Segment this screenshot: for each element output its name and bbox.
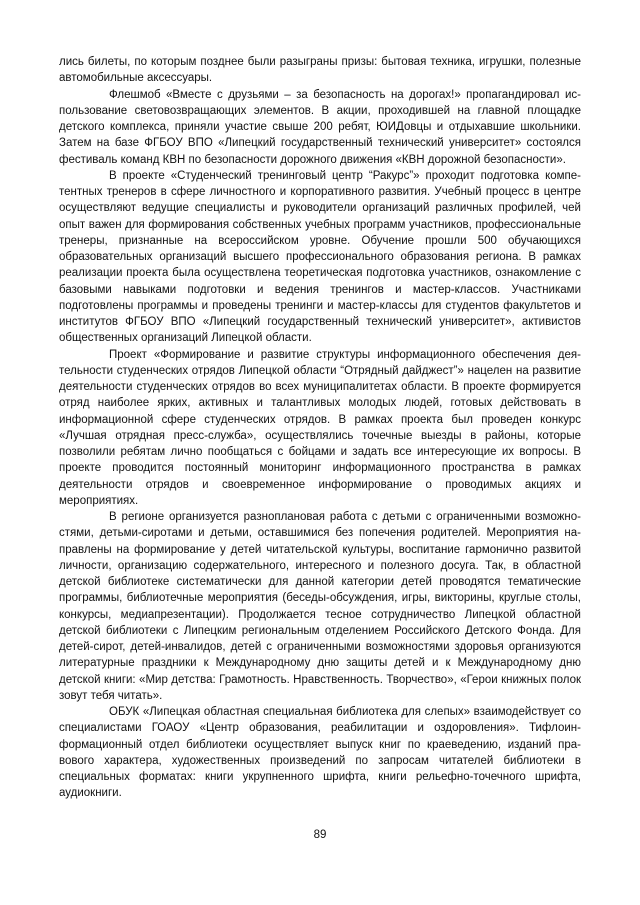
paragraph-6: ОБУК «Липецкая областная специальная библиотека для слепых» взаимодействует со специалистами ГОАОУ «Центр образования, реабилитации и оздоровления». Тифлоинформационный отдел библиотеки осуществляет выпуск книг по краеведению, изданий правового характера, художественных произведений по запросам читателей библиотеки в специальных форматах: книги укрупненного шрифта, книги рельефно-точечного шрифта, аудиокниги. (59, 706, 581, 800)
paragraph-4: Проект «Формирование и развитие структуры информационного обеспечения деятельности студенческих отрядов Липецкой области “Отрядный дайджест”» нацелен на развитие деятельности студенческих отрядов во всех муниципалитетах области. В проекте формируется отряд наиболее ярких, активных и талантливых молодых людей, готовых действовать в информационной сфере студенческих отрядов. В рамках проекта был проведен конкурс «Лучшая отрядная пресс-служба», осуществлялись точечные выезды в районы, которые позволили ребятам лично пообщаться с бойцами и задать все интересующие их вопросы. В проекте проводится постоянный мониторинг информационного пространства в рамках деятельности отрядов и своевременное информирование о проводимых акциях и мероприятиях. (59, 348, 581, 507)
page-number: 89 (313, 829, 327, 841)
paragraph-5: В регионе организуется разноплановая работа с детьми с ограниченными возможностями, детьми-сиротами и детьми, оставшимися без попечения родителей. Мероприятия направлены на формирование у детей читательской культуры, воспитание гармонично развитой личности, организацию содержательного, интересного и полезного досуга. Так, в областной детской библиотеке систематически для данной категории детей проводятся тематические программы, библиотечные мероприятия (беседы-обсуждения, игры, викторины, круглые столы, конкурсы, медиапрезентации). Продолжается тесное сотрудничество Липецкой областной детской библиотеки с Липецким региональным отделением Российского Детского Фонда. Для детей-сирот, детей-инвалидов, детей с ограниченными возможностями здоровья организуются литературные праздники к Международному дню защиты детей и к Международному дню детской книги: «Мир детства: Грамотность. Нравственность. Творчество», «Герои книжных полок зовут тебя читать». (59, 511, 581, 702)
paragraph-1: лись билеты, по которым позднее были разыграны призы: бытовая техника, игрушки, полезные автомобильные аксессуары. (59, 56, 581, 85)
paragraph-2: Флешмоб «Вместе с друзьями – за безопасность на дорогах!» пропагандировал использование световозвращающих элементов. В акции, проходившей на главной площадке детского комплекса, приняли участие свыше 200 ребят, ЮИДовцы и отдыхавшие школьники. Затем на базе ФГБОУ ВПО «Липецкий государственный технический университет» состоялся фестиваль команд КВН по безопасности дорожного движения «КВН дорожной безопасности». (59, 88, 581, 166)
document-body (59, 54, 581, 802)
paragraph-3: В проекте «Студенческий тренинговый центр “Ракурс”» проходит подготовка компетентных тренеров в сфере личностного и корпоративного развития. Учебный процесс в центре осуществляют ведущие специалисты и руководители организаций различных профилей, чей опыт важен для формирования собственных учебных программ участников, профессиональные тренеры, признанные на всероссийском уровне. Обучение прошли 500 обучающихся образовательных организаций высшего профессионального образования региона. В рамках реализации проекта была осуществлена теоретическая подготовка участников, ознакомление с базовыми навыками подготовки и ведения тренингов и мастер-классов. Участниками подготовлены программы и проведены тренинги и мастер-классы для студентов факультетов и институтов ФГБОУ ВПО «Липецкий государственный технический университет», активистов общественных организаций Липецкой области. (59, 169, 581, 345)
